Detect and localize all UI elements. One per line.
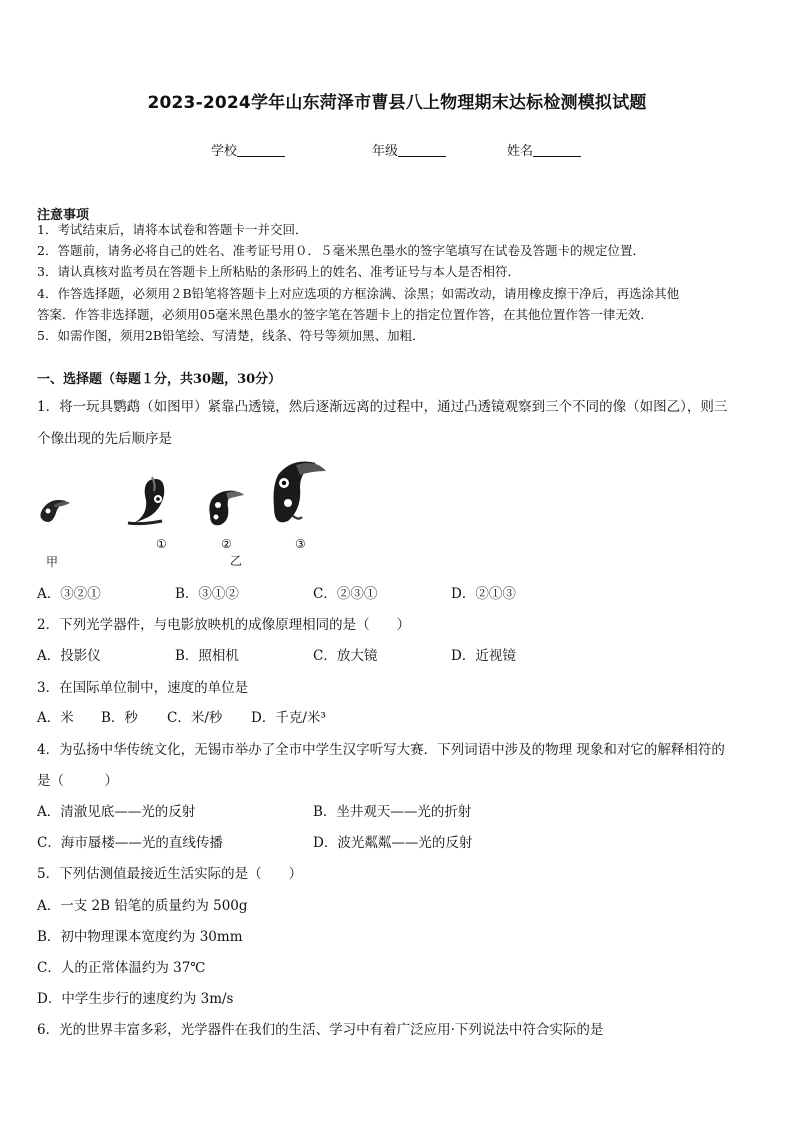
figure-label-3: ③: [295, 537, 306, 551]
page-title: 2023-2024学年山东菏泽市曹县八上物理期末达标检测模拟试题: [147, 93, 647, 113]
student-info: [0, 140, 794, 160]
figure-label-yi: 乙: [230, 554, 243, 568]
option-b[interactable]: B．照相机: [175, 648, 239, 664]
question-1-text-cont: 个像出现的先后顺序是: [37, 431, 172, 447]
option-a[interactable]: A．清澈见底——光的反射: [37, 804, 196, 820]
figure-label-1: ①: [156, 537, 167, 551]
option-b[interactable]: B．秒: [101, 710, 138, 726]
question-4-text-cont: 是（ ）: [37, 773, 118, 789]
school-field[interactable]: [211, 140, 285, 159]
school-label: 学校: [211, 144, 238, 159]
option-b[interactable]: B．③①②: [175, 586, 239, 602]
name-label: 姓名: [507, 144, 534, 159]
section-title: 一、选择题（每题１分，共30题，30分）: [37, 372, 282, 387]
option-c[interactable]: C．海市蜃楼——光的直线传播: [37, 835, 223, 851]
grade-label: 年级: [372, 144, 399, 159]
grade-field[interactable]: [372, 140, 446, 159]
parrot-jia-icon: [40, 500, 70, 522]
question-2-text: 2．下列光学器件，与电影放映机的成像原理相同的是（ ）: [37, 617, 411, 633]
name-field[interactable]: [507, 140, 581, 159]
option-a[interactable]: A．米: [37, 710, 74, 726]
parrot-figure: [30, 455, 330, 570]
name-blank: [533, 143, 581, 157]
option-d[interactable]: D．千克/米³: [251, 710, 326, 726]
option-d[interactable]: D．波光粼粼——光的反射: [313, 835, 473, 851]
question-3-text: 3．在国际单位制中，速度的单位是: [37, 680, 249, 696]
note-item: 2．答题前，请务必将自己的姓名、准考证号用０．５毫米黑色墨水的签字笔填写在试卷及答题卡的规定位置．: [37, 243, 645, 258]
note-item: 1．考试结束后，请将本试卷和答题卡一并交回．: [37, 222, 308, 237]
option-d[interactable]: D．近视镜: [451, 648, 516, 664]
option-a[interactable]: A．投影仪: [37, 648, 101, 664]
grade-blank: [398, 143, 446, 157]
question-1-text: 1．将一玩具鹦鹉（如图甲）紧靠凸透镜，然后逐渐远离的过程中，通过凸透镜观察到三个不同的像（如图乙），则三: [37, 399, 728, 415]
parrot-image-1-icon: [128, 477, 164, 525]
option-c[interactable]: C．放大镜: [313, 648, 378, 664]
option-c[interactable]: C．②③①: [313, 586, 378, 602]
parrot-image-2-icon: [209, 491, 244, 526]
figure-label-jia: 甲: [46, 555, 59, 569]
note-item: 5．如需作图，须用2B铅笔绘、写清楚，线条、符号等须加黑、加粗．: [37, 328, 425, 343]
question-6-text: 6．光的世界丰富多彩，光学器件在我们的生活、学习中有着广泛应用·下列说法中符合实际的是: [37, 1022, 604, 1038]
parrot-images-svg: [30, 455, 330, 570]
option-c[interactable]: C．人的正常体温约为 37℃: [37, 960, 206, 976]
notes-title: 注意事项: [37, 208, 90, 223]
option-b[interactable]: B．初中物理课本宽度约为 30mm: [37, 929, 243, 945]
option-c[interactable]: C．米/秒: [167, 710, 223, 726]
option-d[interactable]: D．②①③: [451, 586, 516, 602]
parrot-image-3-icon: [274, 462, 327, 523]
figure-label-2: ②: [221, 537, 232, 551]
school-blank: [237, 143, 285, 157]
note-item: 3．请认真核对监考员在答题卡上所粘贴的条形码上的姓名、准考证号与本人是否相符．: [37, 264, 520, 279]
option-a[interactable]: A．③②①: [37, 586, 101, 602]
note-item: 4．作答选择题，必须用２B铅笔将答题卡上对应选项的方框涂满、涂黑；如需改动，请用橡皮擦干净后，再选涂其他: [37, 286, 680, 301]
question-5-text: 5．下列估测值最接近生活实际的是（ ）: [37, 866, 303, 882]
question-4-text: 4．为弘扬中华传统文化，无锡市举办了全市中学生汉字听写大赛．下列词语中涉及的物理 现象和对它的解释相符的: [37, 742, 725, 758]
option-b[interactable]: B．坐井观天——光的折射: [313, 804, 472, 820]
note-item: 答案．作答非选择题，必须用05毫米黑色墨水的签字笔在答题卡上的指定位置作答，在其他位置作答一律无效．: [37, 307, 653, 322]
option-a[interactable]: A．一支 2B 铅笔的质量约为 500g: [37, 898, 248, 914]
option-d[interactable]: D．中学生步行的速度约为 3m/s: [37, 991, 234, 1007]
